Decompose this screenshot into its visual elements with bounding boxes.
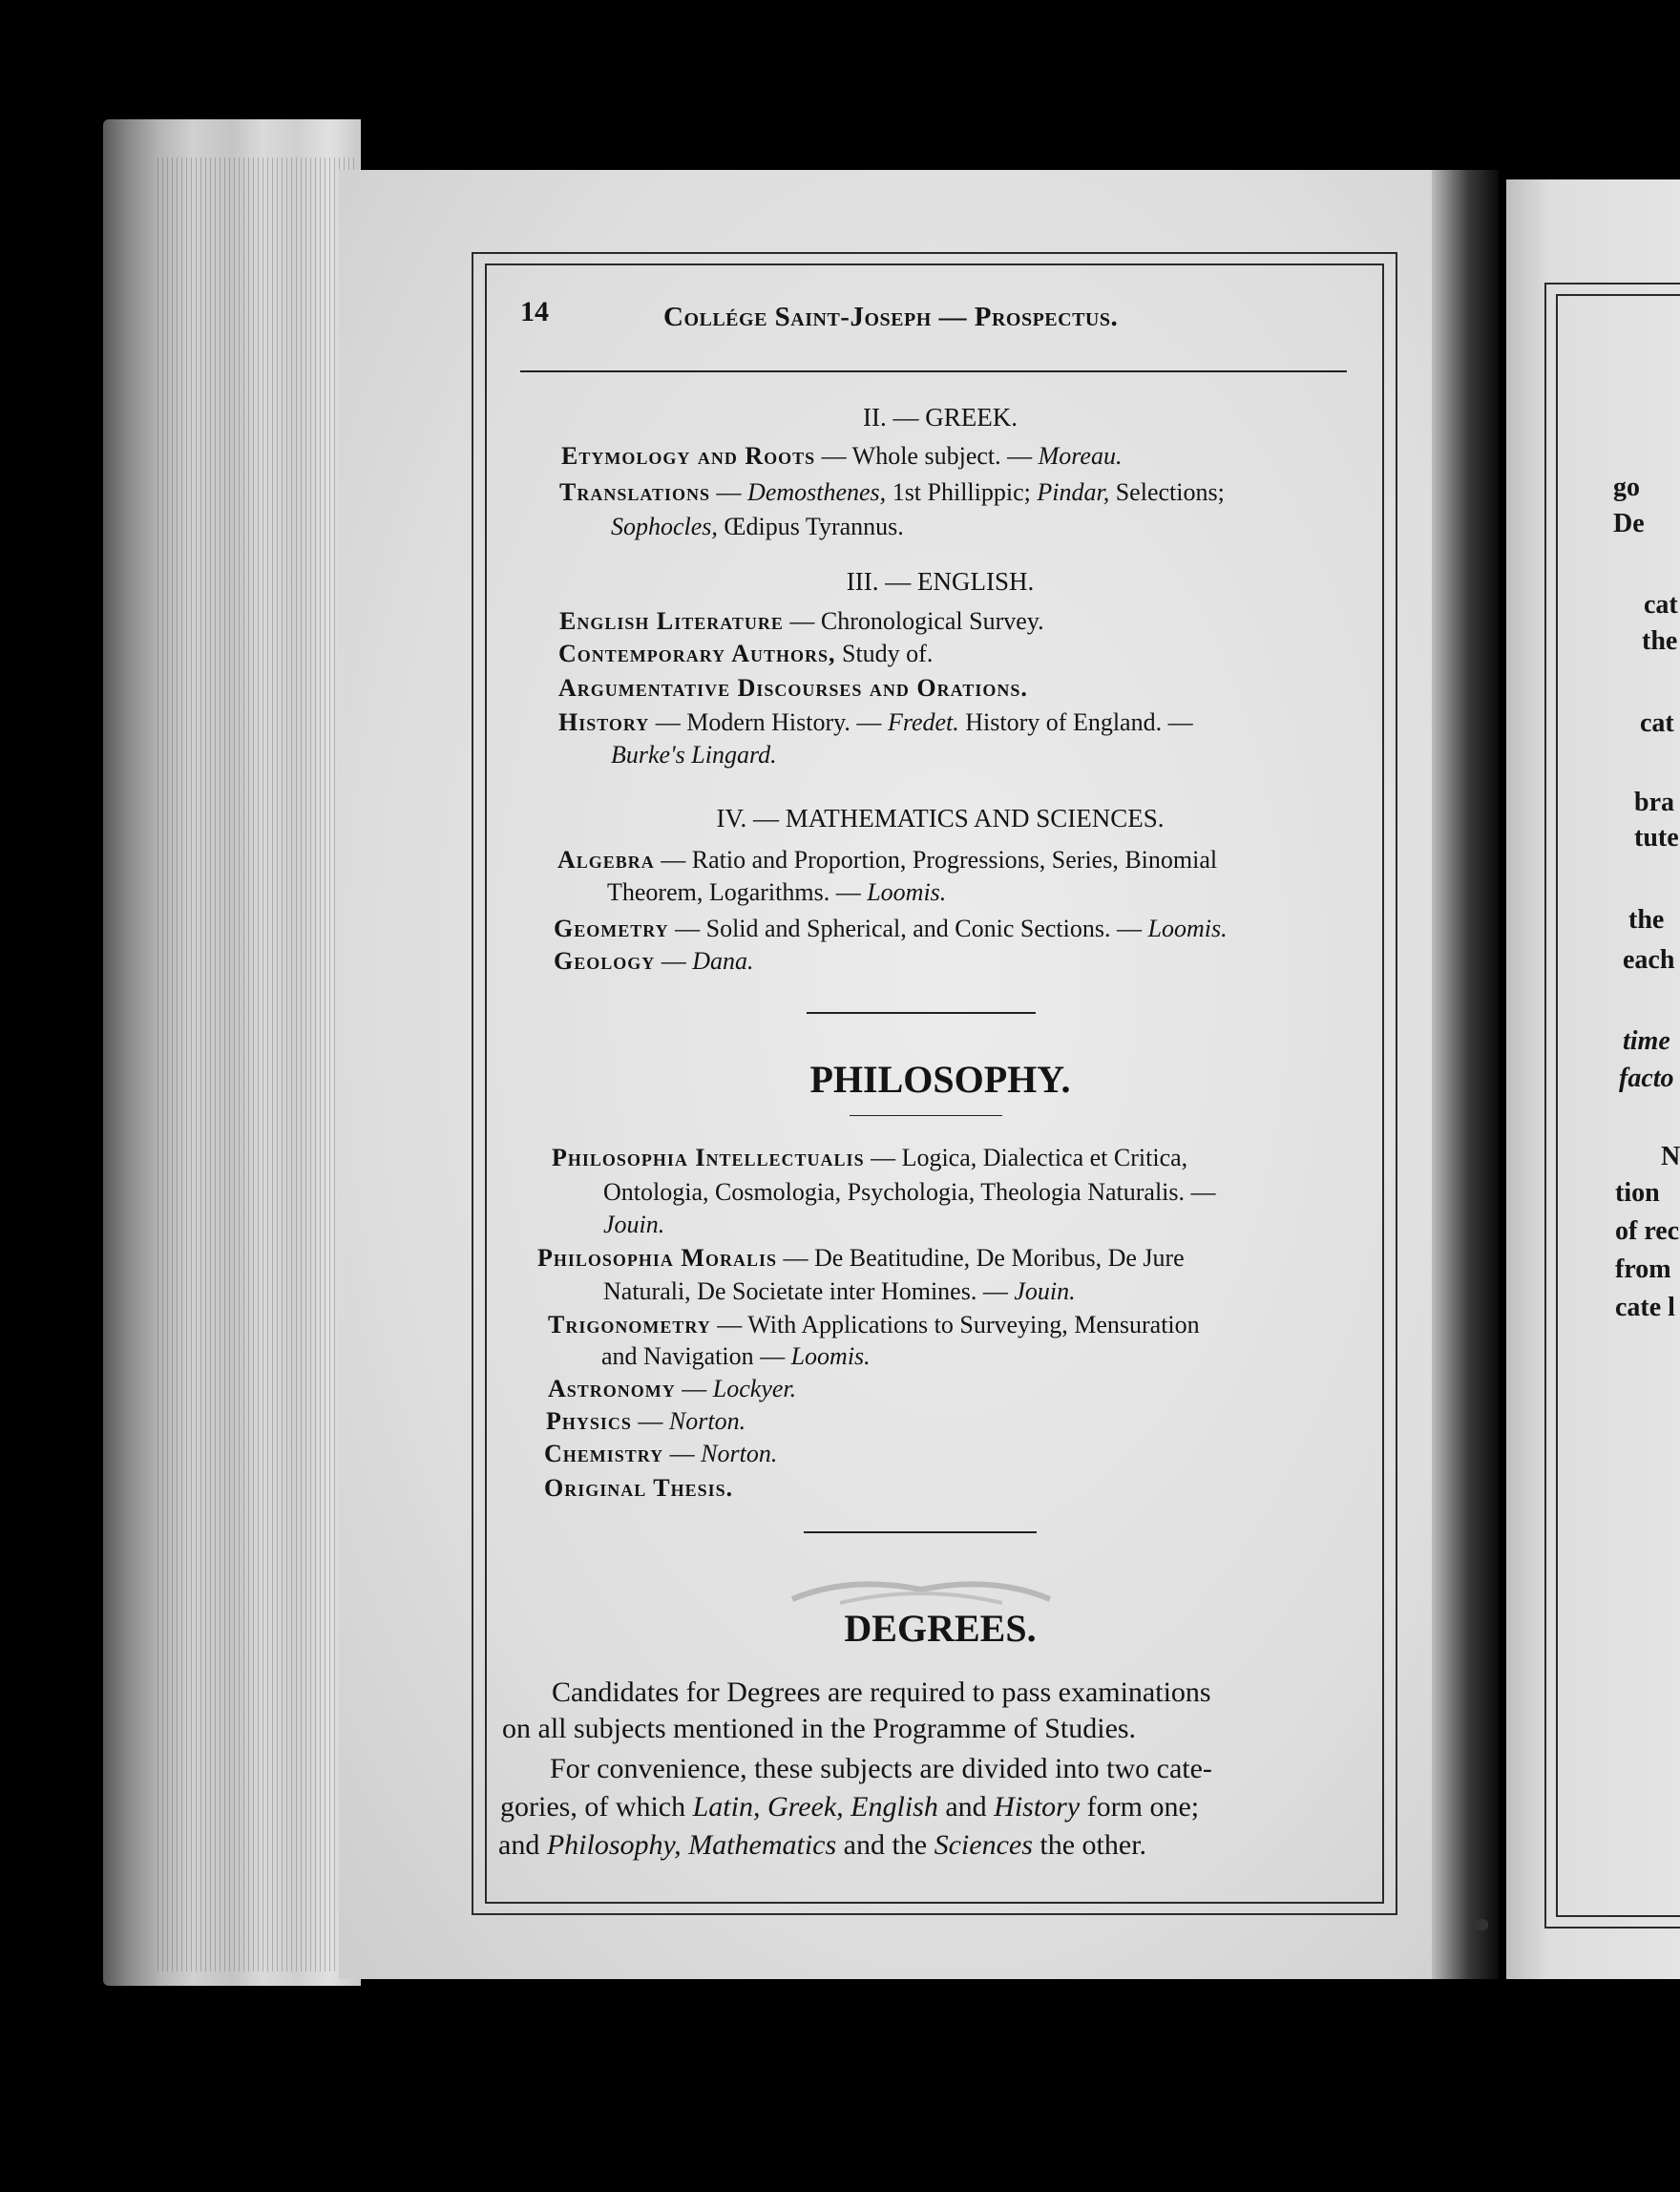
philosophy-heading: PHILOSOPHY. xyxy=(809,1058,1071,1101)
section-divider xyxy=(807,1012,1036,1014)
contemporary-authors-line: Contemporary Authors, Study of. xyxy=(558,640,934,667)
degrees-heading: DEGREES. xyxy=(844,1607,1037,1650)
right-page-fragment: facto xyxy=(1619,1064,1674,1093)
page-edge-lines xyxy=(158,158,358,1971)
book-gutter xyxy=(1432,170,1499,1979)
philosophia-moralis-line: Philosophia Moralis — De Beatitudine, De Moribus, De Jure xyxy=(537,1244,1185,1272)
philosophia-intellectualis-author: Jouin. xyxy=(603,1211,665,1238)
argumentative-discourses-line: Argumentative Discourses and Orations. xyxy=(558,674,1028,702)
right-page-fragment: time xyxy=(1623,1026,1670,1056)
english-literature-line: English Literature — Chronological Survey. xyxy=(559,607,1044,635)
right-page-fragment: N xyxy=(1661,1142,1680,1171)
algebra-line: Algebra — Ratio and Proportion, Progressions, Series, Binomial xyxy=(557,846,1218,874)
degrees-paragraph-2-line-2: gories, of which Latin, Greek, English and History form one; xyxy=(500,1791,1200,1823)
right-page-fragment: each xyxy=(1623,945,1675,975)
geometry-line: Geometry — Solid and Spherical, and Conic Sections. — Loomis. xyxy=(554,915,1228,942)
original-thesis-line: Original Thesis. xyxy=(544,1474,734,1502)
header-rule xyxy=(520,370,1347,372)
philosophia-moralis-continued: Naturali, De Societate inter Homines. — Jouin. xyxy=(603,1277,1076,1305)
degrees-paragraph-1-line-2: on all subjects mentioned in the Programme of Studies. xyxy=(502,1713,1137,1744)
running-head: Collége Saint-Joseph — Prospectus. xyxy=(663,302,1119,332)
degrees-paragraph-2-line-1: For convenience, these subjects are divided into two cate- xyxy=(550,1753,1212,1784)
ink-speck xyxy=(1475,1919,1488,1930)
right-page-fragment: bra xyxy=(1634,788,1674,817)
degrees-paragraph-2-line-3: and Philosophy, Mathematics and the Sciences the other. xyxy=(498,1829,1147,1861)
right-page-fragment: from xyxy=(1615,1254,1671,1284)
right-page-fragment: cate l xyxy=(1615,1293,1675,1322)
right-page-fragment: the xyxy=(1642,626,1678,656)
algebra-continued: Theorem, Logarithms. — Loomis. xyxy=(607,878,947,906)
right-page-fragment: the xyxy=(1628,905,1665,935)
right-page-fragment: go xyxy=(1613,473,1640,502)
chemistry-line: Chemistry — Norton. xyxy=(544,1440,778,1467)
philosophia-intellectualis-line: Philosophia Intellectualis — Logica, Dialectica et Critica, xyxy=(552,1144,1188,1171)
show-through-ornament xyxy=(783,1570,1060,1609)
greek-heading: II. — GREEK. xyxy=(863,403,1018,432)
astronomy-line: Astronomy — Lockyer. xyxy=(548,1375,797,1402)
greek-translations-continued: Sophocles, Œdipus Tyrannus. xyxy=(611,513,904,540)
degrees-paragraph-1-line-1: Candidates for Degrees are required to pass examinations xyxy=(552,1676,1211,1708)
history-continued: Burke's Lingard. xyxy=(611,741,777,769)
right-page-fragment: tute xyxy=(1634,823,1679,853)
greek-translations-line: Translations — Demosthenes, 1st Phillippic; Pindar, Selections; xyxy=(559,478,1225,506)
history-line: History — Modern History. — Fredet. History of England. — xyxy=(558,708,1193,736)
right-page-fragment: of rec xyxy=(1615,1216,1680,1246)
trigonometry-line: Trigonometry — With Applications to Surveying, Mensuration xyxy=(548,1311,1200,1338)
page-number: 14 xyxy=(520,296,549,327)
english-heading: III. — ENGLISH. xyxy=(846,567,1035,596)
trigonometry-continued: and Navigation — Loomis. xyxy=(601,1342,871,1370)
greek-etymology-line: Etymology and Roots — Whole subject. — Moreau. xyxy=(561,442,1123,470)
physics-line: Physics — Norton. xyxy=(546,1407,746,1435)
philosophia-intellectualis-continued: Ontologia, Cosmologia, Psychologia, Theologia Naturalis. — xyxy=(603,1178,1216,1206)
right-page-fragment: cat xyxy=(1640,708,1674,738)
philosophy-underline xyxy=(850,1115,1002,1116)
right-page-fragment: cat xyxy=(1644,590,1678,620)
math-heading: IV. — MATHEMATICS AND SCIENCES. xyxy=(716,804,1165,833)
geology-line: Geology — Dana. xyxy=(554,947,754,975)
section-divider-2 xyxy=(804,1531,1037,1533)
right-page-fragment: De xyxy=(1613,509,1645,538)
right-page-fragment: tion xyxy=(1615,1178,1660,1208)
